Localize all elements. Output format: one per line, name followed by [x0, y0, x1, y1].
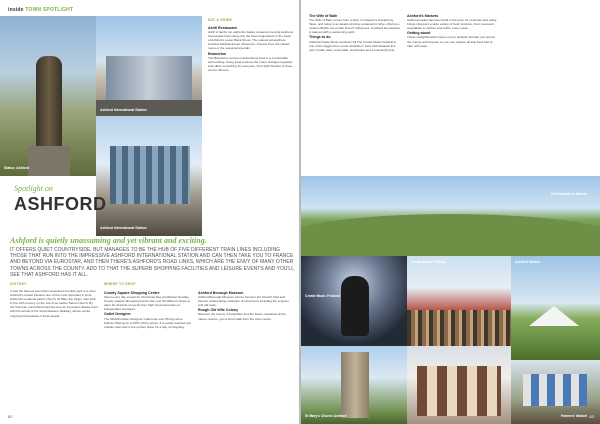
eat-text-1: Ashfi is family run authentic Italian restaurant serving delicious homemade food using only the finest ingredients in the heart of Ashford's Lower Bank Street. The relaxed atmosphere includes Mediterranean influences. Choose from the classic menu or the seasonal specials. [208, 29, 294, 50]
spotlight-label: Spotlight on [14, 184, 53, 193]
statue-photo [0, 16, 96, 176]
shop-text-2: The McArthurGlen Designer Outlet has over 80 big-name brands offering up to 60% off the prices. It is easily reached just outside town and is the perfect place for a day of shopping. [104, 316, 191, 329]
right-heading-4: Getting about [407, 31, 431, 36]
right-text-4: These straightforward routes on our website will take you across the county and beyond, so you can explore all that Kent has to offer with ease. [407, 35, 496, 48]
museum-heading-2: Rough Old Wife Colony [198, 308, 239, 313]
right-text-1: The Wife of Bath comes from a story in Chaucer's Canterbury Tales, and today is an award-winning restaurant in Wye, offering a modern British menu with French influences. A refined atmosphere is teamed with a welcoming spirit. [309, 17, 401, 34]
kicker-history: HISTORY [10, 282, 27, 286]
eat-drink-column [208, 24, 294, 74]
cheesemakers-photo [301, 176, 600, 256]
shop-heading-2: Outlet Designer [104, 312, 131, 317]
headline: Ashford is quietly unassuming and yet vibrant and exciting. [10, 236, 207, 245]
right-heading-1: The Wife of Bath [309, 13, 338, 18]
shop-photo [407, 346, 511, 424]
right-column-1 [309, 12, 401, 53]
shop-text-1: Open every day except for Christmas Day and Easter Sunday, County Square Shopping Centre has over 50 different shops to cater for all kinds of needs from high street favourites to independent boutiques. [104, 294, 191, 311]
market-caption: Farmers' Market [561, 414, 588, 418]
town-title: ASHFORD [14, 194, 107, 214]
right-text-3: Ashford market has been held in the town for centuries and today brings shoppers a wide variety of fresh produce, from meat and vegetables to clothes and crafts, every week. [407, 17, 497, 30]
church-photo [301, 346, 407, 424]
right-column-2 [407, 12, 499, 49]
field-caption: Ashford Market [515, 260, 540, 264]
station-bottom-caption: Ashford International Station [100, 226, 147, 230]
lede-paragraph: IT OFFERS QUIET COUNTRYSIDE, BUT MANAGES TO BE THE HUB OF FIVE DIFFERENT TRAIN LINES INCLUDING THOSE THAT RUN INTO THE IMPRESSIVE ASHFORD INTERNATIONAL STATION AND CAN THEN TAKE YOU TO FRANCE AND BEYOND VIA EUROSTAR, AND THEN THERE'S ASHFORD'S ROAD LINKS, WHICH ARE THE ENVY OF MANY OTHER TOWNS ACROSS THE COUNTY. ADD TO THAT THE SUPERB SHOPPING FACILITIES AND LEISURE EVENTS AND YOU'LL SEE THAT ASHFORD HAS IT ALL. [10, 247, 294, 278]
museum-text-1: Ashford Borough Museum can be found in the Church Yard and houses a fascinating collection of local items including fire engines and old tools. [198, 294, 289, 307]
museum-text-2: Discover the colony of butterflies and the flower meadows at the nature reserve, just a short walk from the town centre. [198, 312, 286, 321]
station-photo-top [96, 16, 202, 116]
running-head [8, 7, 73, 13]
history-column [10, 289, 98, 319]
concert-photo [301, 256, 407, 346]
fest-caption: Create Music Festival [411, 260, 446, 264]
shopping-column [104, 289, 192, 330]
page-number-right: 63 [589, 414, 594, 419]
eat-text-2: The Bramerton serves unpretentious food in a comfortable surrounding. Using local produce the menu changes regularly and offers something for everyone, from light lunches to three-course dinners. [208, 55, 294, 72]
running-head-section: inside [8, 7, 24, 13]
kicker-eat-drink: EAT & DRINK [208, 18, 233, 22]
museum-heading-1: Ashford Borough Museum [198, 290, 244, 295]
museum-column [198, 289, 290, 322]
running-head-title: TOWN SPOTLIGHT [25, 7, 74, 13]
wide-caption: Cheesemakers Market [551, 192, 587, 196]
farmers-market-photo [511, 360, 600, 424]
page-number-left: 62 [8, 414, 13, 419]
eat-heading-1: Ashfi Restaurant [208, 25, 237, 30]
right-text-2: Ashford Create Music Festival / All The Create Music Festival is one of the biggest free music festivals in Kent with fantastic live acts, funfair rides, food stalls, workshops and a real family feel. [309, 39, 396, 52]
church-caption: St Mary's Church Ashford [305, 414, 347, 418]
shop-heading-1: County Square Shopping Centre [104, 290, 160, 295]
station-top-caption: Ashford International Station [100, 108, 147, 112]
kicker-shopping: WHERE TO SHOP [104, 282, 136, 286]
right-heading-2: Things to do [309, 35, 331, 40]
market-field-photo [511, 256, 600, 360]
history-text: It was the famous wool that converted a humble spot to a town. Ashford's market became one of the most important in Kent. Ashford's medieval parish church, St Mary the Virgin, was built in the 13th century on the site of an earlier Saxon church. By the Victorian era Ashford had become an important railway town with the arrival of the South Eastern Railway, whose works employed thousands of local people. [10, 289, 98, 318]
right-page [301, 0, 600, 424]
right-heading-3: Ashford's Markets [407, 13, 439, 18]
festival-photo [407, 256, 511, 346]
station-photo-bottom [96, 116, 202, 236]
left-page [0, 0, 299, 424]
statue-caption: Statue, Ashford [4, 166, 30, 170]
eat-heading-2: Bramerton [208, 51, 227, 56]
concert-caption: Create Music Festival [305, 294, 340, 298]
